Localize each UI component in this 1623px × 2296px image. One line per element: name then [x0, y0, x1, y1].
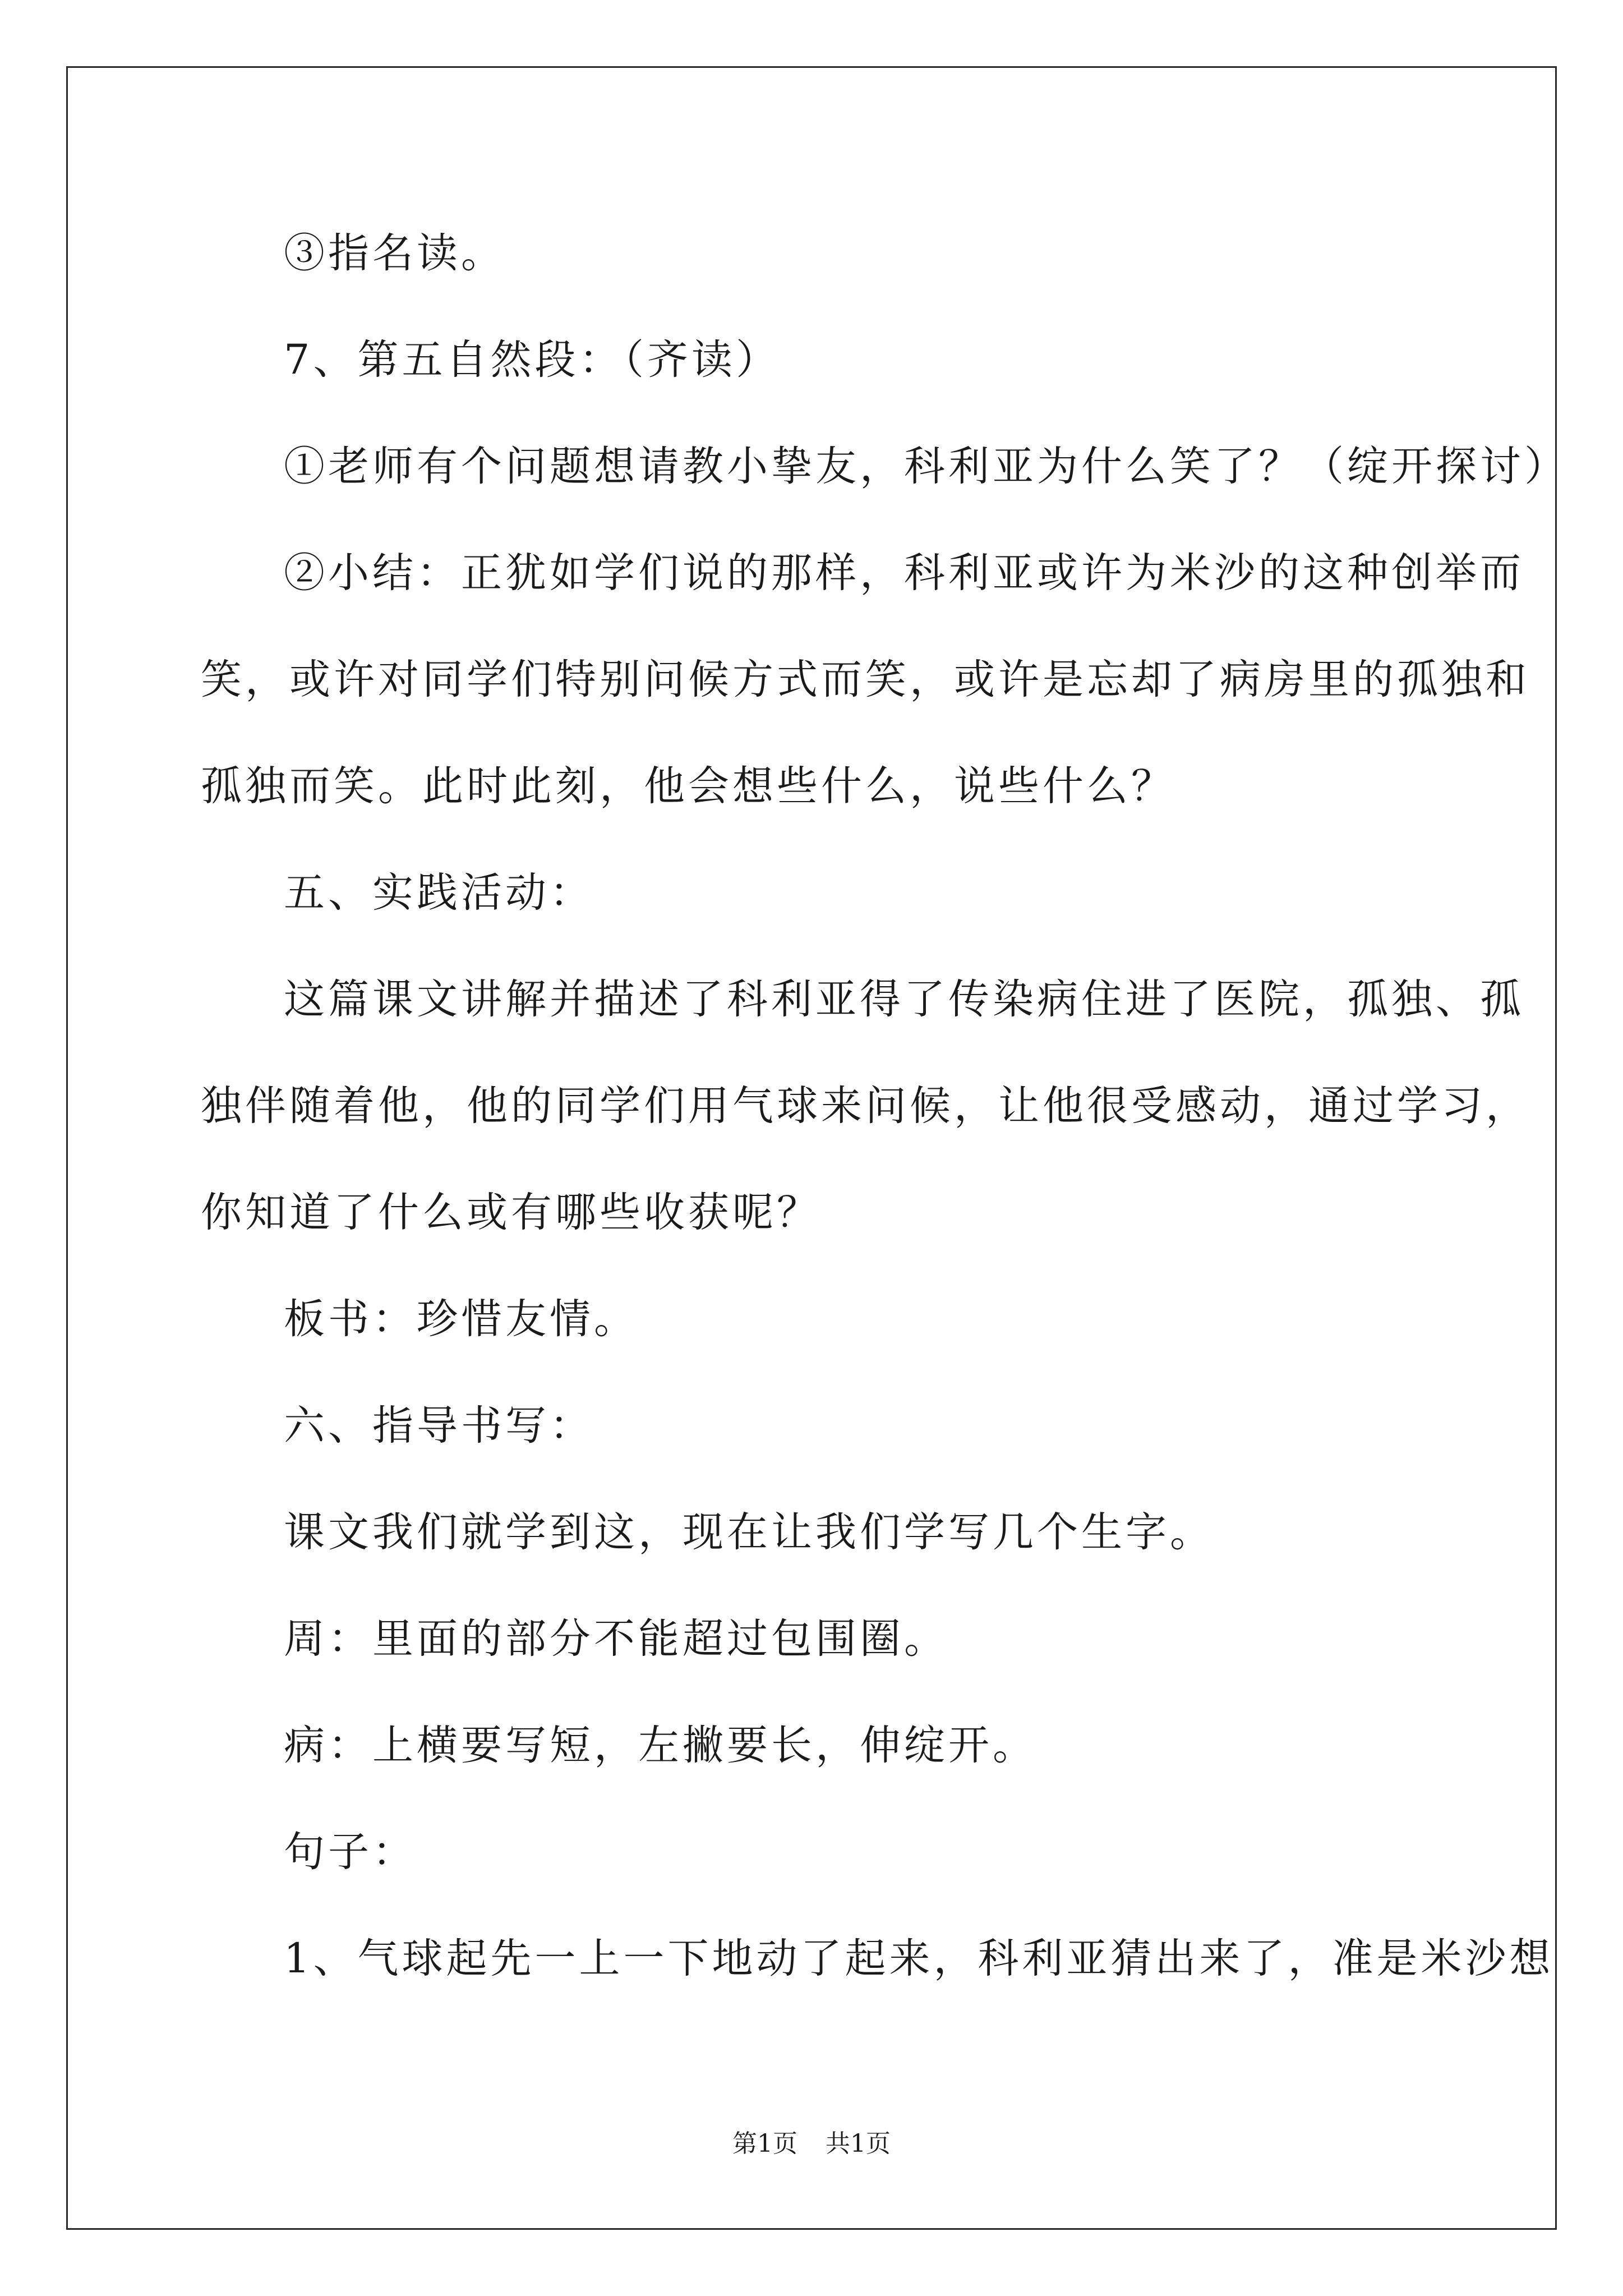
- paragraph-line: 课文我们就学到这，现在让我们学写几个生字。: [284, 1508, 1214, 1556]
- page-number-total: 共1页: [826, 2129, 891, 2158]
- paragraph-line: 笑，或许对同学们特别问候方式而笑，或许是忘却了病房里的孤独和: [201, 656, 1530, 703]
- paragraph-line: ①老师有个问题想请教小挚友，科利亚为什么笑了？（绽开探讨）: [284, 443, 1569, 490]
- paragraph-line: 独伴随着他，他的同学们用气球来问候，让他很受感动，通过学习，: [201, 1082, 1530, 1130]
- paragraph-line: ③指名读。: [284, 229, 505, 277]
- paragraph-line: 你知道了什么或有哪些收获呢？: [201, 1189, 821, 1236]
- paragraph-line: 句子：: [284, 1828, 417, 1876]
- page-number-current: 第1页: [732, 2129, 797, 2158]
- paragraph-line: ②小结：正犹如学们说的那样，科利亚或许为米沙的这种创举而: [284, 549, 1524, 597]
- section-heading: 五、实践活动：: [284, 869, 594, 917]
- page-border: [66, 66, 1557, 2230]
- paragraph-line: 1、气球起先一上一下地动了起来，科利亚猜出来了，准是米沙想: [284, 1935, 1554, 1982]
- paragraph-line: 病：上横要写短，左撇要长，伸绽开。: [284, 1722, 1037, 1769]
- page-footer: [0, 2129, 1623, 2158]
- paragraph-line: 周：里面的部分不能超过包围圈。: [284, 1615, 948, 1663]
- paragraph-line: 板书：珍惜友情。: [284, 1295, 638, 1343]
- section-heading: 六、指导书写：: [284, 1402, 594, 1450]
- paragraph-line: 这篇课文讲解并描述了科利亚得了传染病住进了医院，孤独、孤: [284, 976, 1524, 1023]
- paragraph-line: 7、第五自然段：（齐读）: [284, 336, 780, 384]
- paragraph-line: 孤独而笑。此时此刻，他会想些什么，说些什么？: [201, 762, 1175, 810]
